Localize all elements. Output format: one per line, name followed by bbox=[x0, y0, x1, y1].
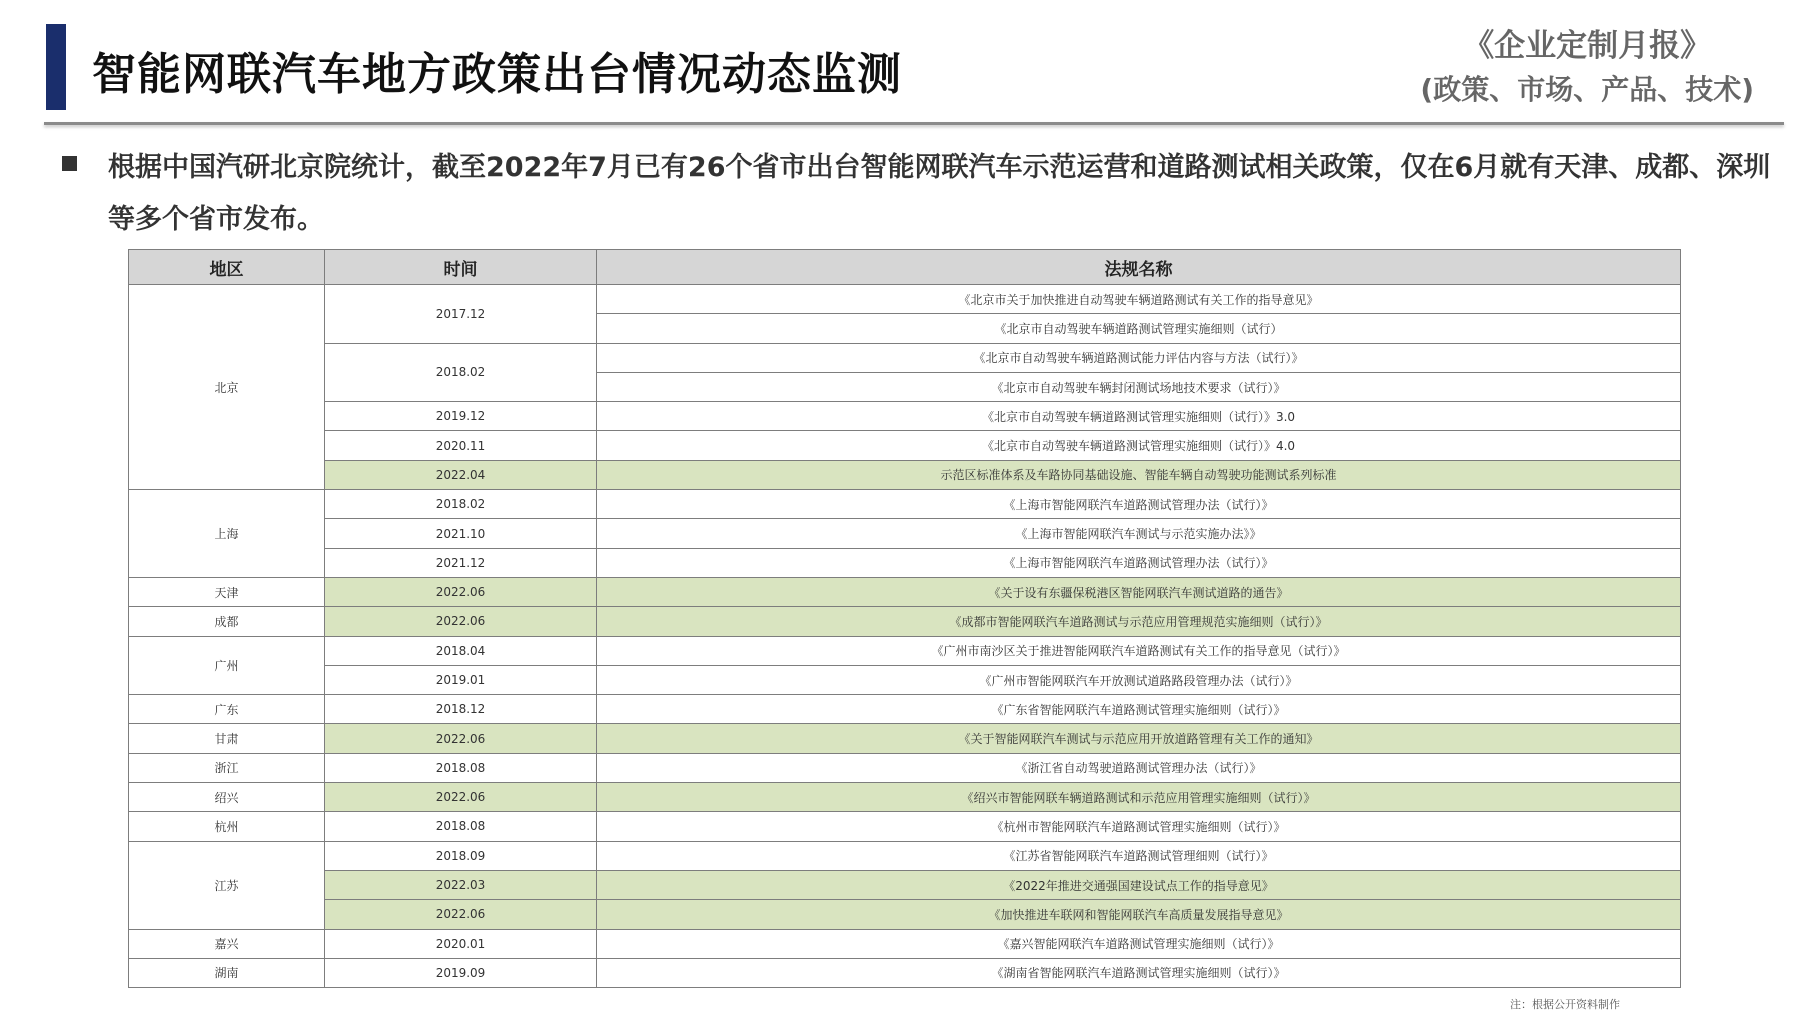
cell-regulation: 《上海市智能网联汽车道路测试管理办法（试行）》 bbox=[597, 490, 1681, 519]
report-subtitle: (政策、市场、产品、技术) bbox=[1420, 73, 1754, 106]
cell-regulation: 《广东省智能网联汽车道路测试管理实施细则（试行）》 bbox=[597, 695, 1681, 724]
cell-regulation: 《北京市自动驾驶车辆道路测试管理实施细则（试行）》3.0 bbox=[597, 402, 1681, 431]
table-row bbox=[129, 812, 1681, 841]
table-row bbox=[129, 460, 1681, 489]
cell-time: 2022.06 bbox=[325, 577, 597, 606]
cell-region: 天津 bbox=[129, 577, 325, 606]
cell-time: 2018.02 bbox=[325, 490, 597, 519]
cell-time: 2018.08 bbox=[325, 753, 597, 782]
cell-time: 2020.01 bbox=[325, 929, 597, 958]
cell-time: 2021.12 bbox=[325, 548, 597, 577]
table-row bbox=[129, 607, 1681, 636]
cell-time: 2018.04 bbox=[325, 636, 597, 665]
page-title: 智能网联汽车地方政策出台情况动态监测 bbox=[92, 49, 902, 100]
header-time: 时间 bbox=[325, 250, 597, 285]
cell-time: 2019.09 bbox=[325, 958, 597, 987]
table-row bbox=[129, 490, 1681, 519]
summary-text: 根据中国汽研北京院统计，截至2022年7月已有26个省市出台智能网联汽车示范运营和道路测试相关政策，仅在6月就有天津、成都、深圳等多个省市发布。 bbox=[108, 152, 1771, 235]
table-row bbox=[129, 431, 1681, 460]
table-row bbox=[129, 577, 1681, 606]
cell-regulation: 《北京市自动驾驶车辆封闭测试场地技术要求（试行）》 bbox=[597, 372, 1681, 401]
cell-region: 湖南 bbox=[129, 958, 325, 987]
table-row bbox=[129, 900, 1681, 929]
cell-time: 2022.06 bbox=[325, 900, 597, 929]
cell-time: 2019.12 bbox=[325, 402, 597, 431]
cell-regulation: 《北京市关于加快推进自动驾驶车辆道路测试有关工作的指导意见》 bbox=[597, 285, 1681, 314]
table-row bbox=[129, 929, 1681, 958]
table-row bbox=[129, 519, 1681, 548]
policy-table bbox=[128, 249, 1681, 988]
table-row bbox=[129, 870, 1681, 899]
cell-region: 广州 bbox=[129, 636, 325, 695]
source-note: 注：根据公开资料制作 bbox=[1510, 998, 1620, 1011]
cell-time: 2020.11 bbox=[325, 431, 597, 460]
cell-region: 绍兴 bbox=[129, 783, 325, 812]
cell-region: 北京 bbox=[129, 285, 325, 490]
bullet-icon bbox=[62, 156, 77, 171]
cell-regulation: 示范区标准体系及车路协同基础设施、智能车辆自动驾驶功能测试系列标准 bbox=[597, 460, 1681, 489]
cell-time: 2022.06 bbox=[325, 607, 597, 636]
table-row bbox=[129, 285, 1681, 314]
cell-regulation: 《嘉兴智能网联汽车道路测试管理实施细则（试行）》 bbox=[597, 929, 1681, 958]
cell-time: 2018.12 bbox=[325, 695, 597, 724]
cell-regulation: 《北京市自动驾驶车辆道路测试管理实施细则（试行） bbox=[597, 314, 1681, 343]
title-accent-bar bbox=[46, 24, 66, 110]
cell-time: 2019.01 bbox=[325, 665, 597, 694]
cell-time: 2022.03 bbox=[325, 870, 597, 899]
cell-regulation: 《杭州市智能网联汽车道路测试管理实施细则（试行）》 bbox=[597, 812, 1681, 841]
header-regulation: 法规名称 bbox=[597, 250, 1681, 285]
cell-regulation: 《2022年推进交通强国建设试点工作的指导意见》 bbox=[597, 870, 1681, 899]
cell-regulation: 《北京市自动驾驶车辆道路测试管理实施细则（试行）》4.0 bbox=[597, 431, 1681, 460]
cell-time: 2018.09 bbox=[325, 841, 597, 870]
table-row bbox=[129, 636, 1681, 665]
table-row bbox=[129, 695, 1681, 724]
cell-regulation: 《湖南省智能网联汽车道路测试管理实施细则（试行）》 bbox=[597, 958, 1681, 987]
table-header-row bbox=[129, 250, 1681, 285]
cell-region: 甘肃 bbox=[129, 724, 325, 753]
header-region: 地区 bbox=[129, 250, 325, 285]
report-title: 《企业定制月报》 bbox=[1463, 28, 1712, 64]
cell-region: 成都 bbox=[129, 607, 325, 636]
table-row bbox=[129, 958, 1681, 987]
cell-regulation: 《江苏省智能网联汽车道路测试管理细则（试行）》 bbox=[597, 841, 1681, 870]
cell-time: 2017.12 bbox=[325, 285, 597, 344]
report-label bbox=[1420, 24, 1754, 112]
cell-time: 2022.06 bbox=[325, 783, 597, 812]
table-row bbox=[129, 665, 1681, 694]
cell-regulation: 《关于智能网联汽车测试与示范应用开放道路管理有关工作的通知》 bbox=[597, 724, 1681, 753]
cell-time: 2022.04 bbox=[325, 460, 597, 489]
cell-region: 江苏 bbox=[129, 841, 325, 929]
cell-regulation: 《上海市智能网联汽车测试与示范实施办法》》 bbox=[597, 519, 1681, 548]
table-row bbox=[129, 753, 1681, 782]
cell-regulation: 《浙江省自动驾驶道路测试管理办法（试行）》 bbox=[597, 753, 1681, 782]
table-row bbox=[129, 783, 1681, 812]
cell-time: 2022.06 bbox=[325, 724, 597, 753]
cell-region: 嘉兴 bbox=[129, 929, 325, 958]
cell-region: 浙江 bbox=[129, 753, 325, 782]
cell-regulation: 《成都市智能网联汽车道路测试与示范应用管理规范实施细则（试行）》 bbox=[597, 607, 1681, 636]
cell-region: 广东 bbox=[129, 695, 325, 724]
table-row bbox=[129, 402, 1681, 431]
cell-time: 2018.08 bbox=[325, 812, 597, 841]
cell-regulation: 《绍兴市智能网联车辆道路测试和示范应用管理实施细则（试行）》 bbox=[597, 783, 1681, 812]
cell-region: 杭州 bbox=[129, 812, 325, 841]
cell-regulation: 《关于设有东疆保税港区智能网联汽车测试道路的通告》 bbox=[597, 577, 1681, 606]
cell-regulation: 《广州市南沙区关于推进智能网联汽车道路测试有关工作的指导意见（试行）》 bbox=[597, 636, 1681, 665]
cell-regulation: 《上海市智能网联汽车道路测试管理办法（试行）》 bbox=[597, 548, 1681, 577]
cell-regulation: 《北京市自动驾驶车辆道路测试能力评估内容与方法（试行）》 bbox=[597, 343, 1681, 372]
table-row bbox=[129, 724, 1681, 753]
cell-time: 2018.02 bbox=[325, 343, 597, 402]
table-row bbox=[129, 548, 1681, 577]
table-row bbox=[129, 343, 1681, 372]
table-body bbox=[129, 285, 1681, 988]
cell-regulation: 《广州市智能网联汽车开放测试道路路段管理办法（试行）》 bbox=[597, 665, 1681, 694]
cell-regulation: 《加快推进车联网和智能网联汽车高质量发展指导意见》 bbox=[597, 900, 1681, 929]
header-divider bbox=[44, 122, 1784, 125]
cell-region: 上海 bbox=[129, 490, 325, 578]
cell-time: 2021.10 bbox=[325, 519, 597, 548]
table-row bbox=[129, 841, 1681, 870]
